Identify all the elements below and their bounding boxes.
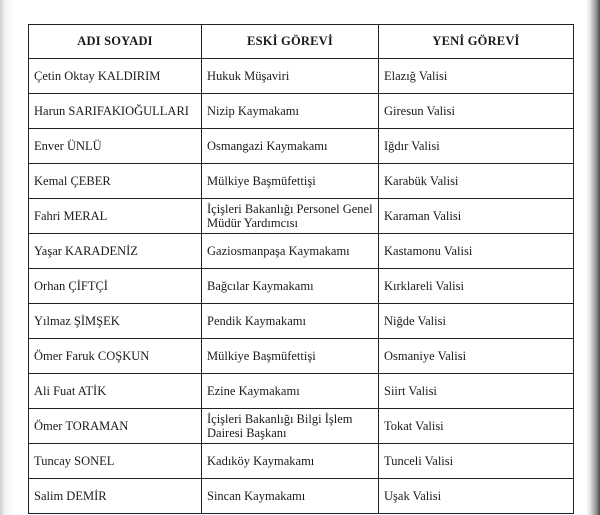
cell-new-position: Kırklareli Valisi bbox=[379, 269, 574, 304]
page-left-edge bbox=[0, 0, 14, 515]
table-row bbox=[29, 444, 574, 479]
table-row bbox=[29, 129, 574, 164]
cell-new-position: Tunceli Valisi bbox=[379, 444, 574, 479]
cell-old-position: İçişleri Bakanlığı Bilgi İşlem Dairesi Başkanı bbox=[202, 409, 379, 444]
cell-new-position: Karabük Valisi bbox=[379, 164, 574, 199]
cell-new-position: Elazığ Valisi bbox=[379, 59, 574, 94]
cell-new-position: Uşak Valisi bbox=[379, 479, 574, 514]
cell-name: Çetin Oktay KALDIRIM bbox=[29, 59, 202, 94]
cell-name: Ömer TORAMAN bbox=[29, 409, 202, 444]
cell-name: Enver ÜNLÜ bbox=[29, 129, 202, 164]
cell-old-position: Osmangazi Kaymakamı bbox=[202, 129, 379, 164]
table-row bbox=[29, 164, 574, 199]
table-row bbox=[29, 234, 574, 269]
cell-name: Ömer Faruk COŞKUN bbox=[29, 339, 202, 374]
appointments-table bbox=[28, 24, 574, 514]
table-row bbox=[29, 409, 574, 444]
cell-old-position: Mülkiye Başmüfettişi bbox=[202, 164, 379, 199]
cell-new-position: Kastamonu Valisi bbox=[379, 234, 574, 269]
cell-new-position: Niğde Valisi bbox=[379, 304, 574, 339]
cell-old-position: Mülkiye Başmüfettişi bbox=[202, 339, 379, 374]
cell-old-position: Hukuk Müşaviri bbox=[202, 59, 379, 94]
table-row bbox=[29, 269, 574, 304]
cell-name: Tuncay SONEL bbox=[29, 444, 202, 479]
cell-old-position: İçişleri Bakanlığı Personel Genel Müdür Yardımcısı bbox=[202, 199, 379, 234]
header-new-position: YENİ GÖREVİ bbox=[379, 25, 574, 59]
header-name: ADI SOYADI bbox=[29, 25, 202, 59]
cell-new-position: Tokat Valisi bbox=[379, 409, 574, 444]
table-row bbox=[29, 304, 574, 339]
table-row bbox=[29, 339, 574, 374]
cell-new-position: Osmaniye Valisi bbox=[379, 339, 574, 374]
cell-old-position: Nizip Kaymakamı bbox=[202, 94, 379, 129]
cell-new-position: Giresun Valisi bbox=[379, 94, 574, 129]
cell-name: Salim DEMİR bbox=[29, 479, 202, 514]
header-old-position: ESKİ GÖREVİ bbox=[202, 25, 379, 59]
table-row bbox=[29, 199, 574, 234]
table-row bbox=[29, 479, 574, 514]
cell-name: Ali Fuat ATİK bbox=[29, 374, 202, 409]
cell-old-position: Ezine Kaymakamı bbox=[202, 374, 379, 409]
table-row bbox=[29, 59, 574, 94]
cell-name: Yılmaz ŞİMŞEK bbox=[29, 304, 202, 339]
cell-new-position: Siirt Valisi bbox=[379, 374, 574, 409]
cell-old-position: Gaziosmanpaşa Kaymakamı bbox=[202, 234, 379, 269]
cell-name: Orhan ÇİFTÇİ bbox=[29, 269, 202, 304]
cell-name: Harun SARIFAKIOĞULLARI bbox=[29, 94, 202, 129]
table-header-row bbox=[29, 25, 574, 59]
cell-old-position: Sincan Kaymakamı bbox=[202, 479, 379, 514]
cell-new-position: Karaman Valisi bbox=[379, 199, 574, 234]
cell-name: Kemal ÇEBER bbox=[29, 164, 202, 199]
page-right-edge bbox=[586, 0, 600, 515]
table-row bbox=[29, 374, 574, 409]
cell-old-position: Pendik Kaymakamı bbox=[202, 304, 379, 339]
cell-name: Fahri MERAL bbox=[29, 199, 202, 234]
table-row bbox=[29, 94, 574, 129]
cell-name: Yaşar KARADENİZ bbox=[29, 234, 202, 269]
cell-old-position: Kadıköy Kaymakamı bbox=[202, 444, 379, 479]
cell-old-position: Bağcılar Kaymakamı bbox=[202, 269, 379, 304]
cell-new-position: Iğdır Valisi bbox=[379, 129, 574, 164]
